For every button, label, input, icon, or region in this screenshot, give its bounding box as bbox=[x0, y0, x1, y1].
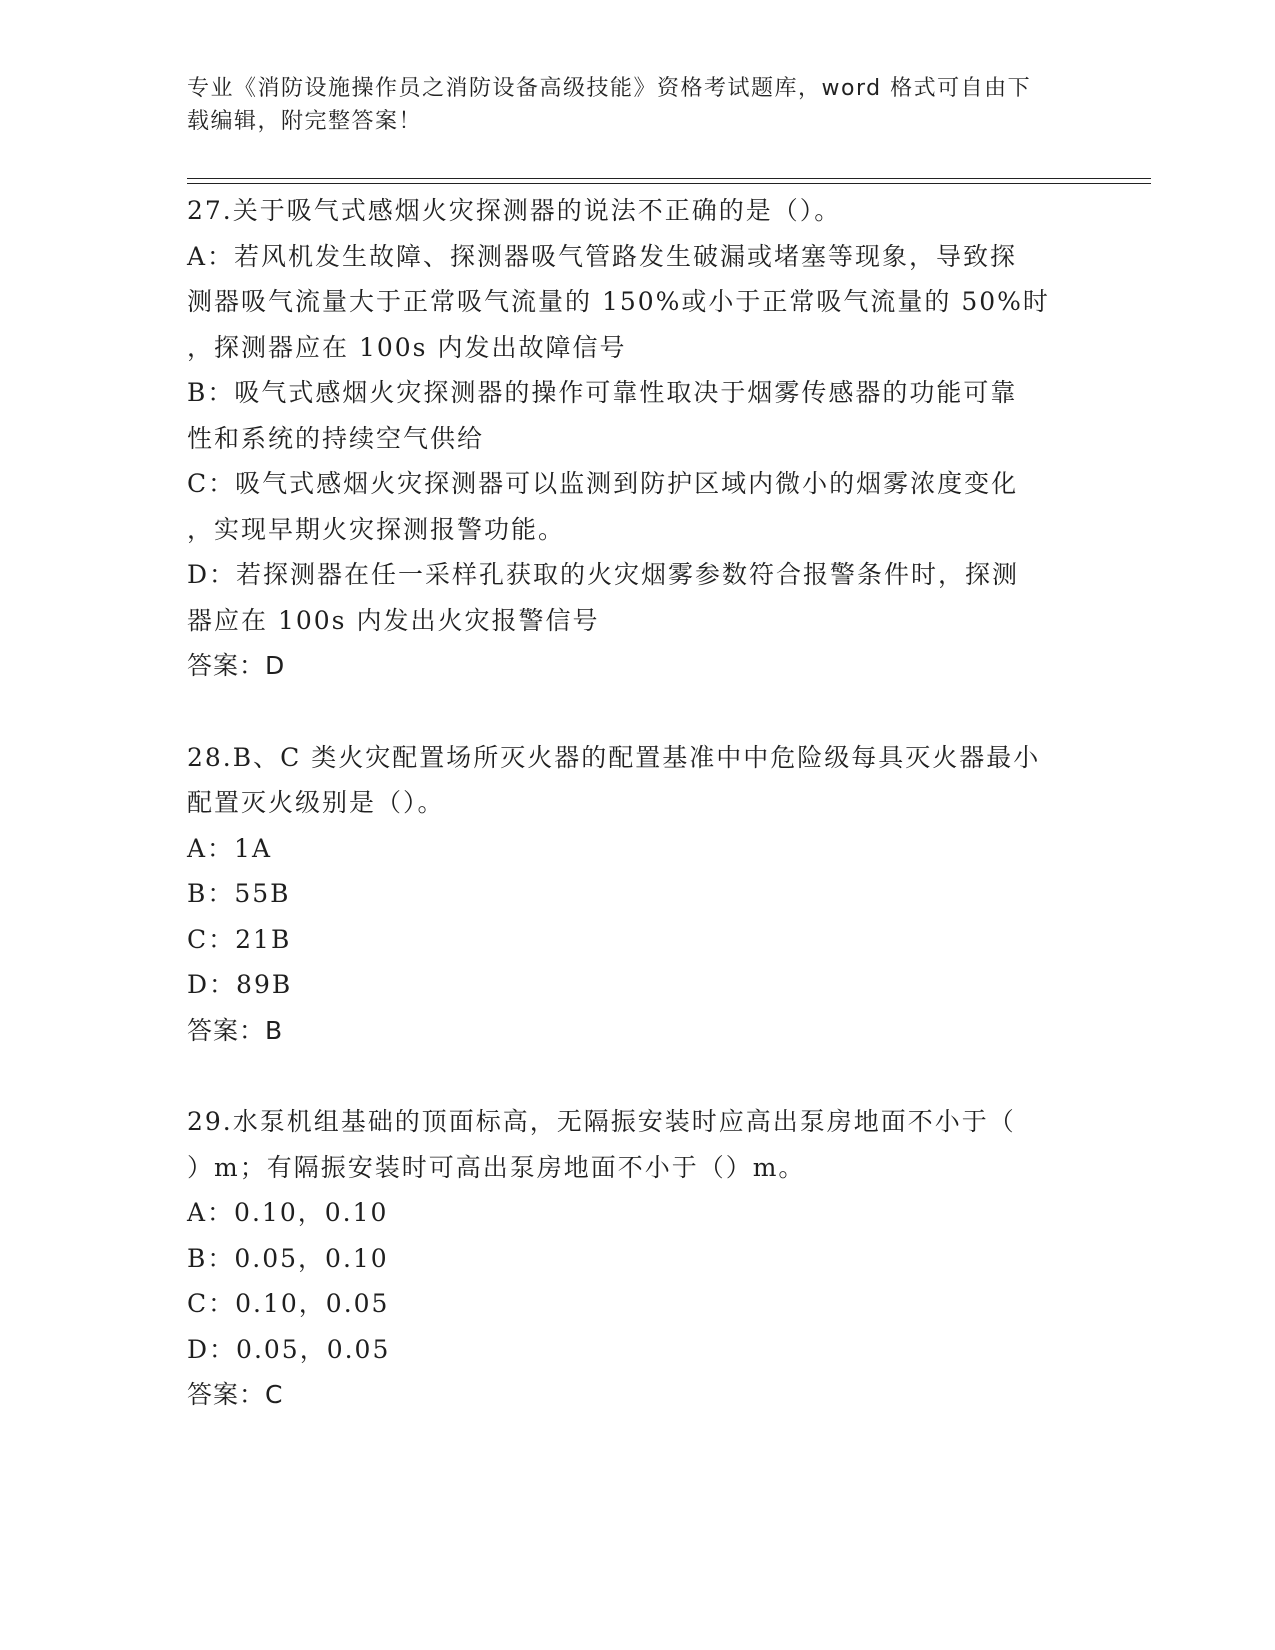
option-a: A：0.10，0.10 bbox=[187, 1198, 389, 1227]
header-line: 载编辑，附完整答案！ bbox=[187, 109, 423, 134]
option-a: A：若风机发生故障、探测器吸气管路发生破漏或堵塞等现象，导致探 bbox=[187, 241, 1018, 271]
header-divider-second bbox=[187, 183, 1151, 184]
option-b: B：55B bbox=[187, 879, 291, 908]
question-28 bbox=[187, 735, 1087, 1054]
option-b: B：0.05，0.10 bbox=[187, 1243, 389, 1273]
question-29 bbox=[187, 1099, 1087, 1418]
option-c: C：21B bbox=[187, 924, 292, 954]
option-b: B：吸气式感烟火灾探测器的操作可靠性取决于烟雾传感器的功能可靠 bbox=[187, 378, 1018, 407]
question-27 bbox=[187, 188, 1087, 689]
option-d: D：89B bbox=[187, 970, 293, 999]
option-a-continued: ，探测器应在 100s 内发出故障信号 bbox=[187, 332, 627, 362]
header-divider bbox=[187, 178, 1151, 179]
option-c-continued: ，实现早期火灾探测报警功能。 bbox=[187, 514, 566, 544]
option-c: C：吸气式感烟火灾探测器可以监测到防护区域内微小的烟雾浓度变化 bbox=[187, 469, 1019, 498]
option-d: D：0.05，0.05 bbox=[187, 1334, 391, 1364]
document-header bbox=[187, 72, 1067, 138]
option-d-continued: 器应在 100s 内发出火灾报警信号 bbox=[187, 605, 600, 635]
question-list bbox=[187, 188, 1087, 1464]
answer: 答案：D bbox=[187, 651, 286, 680]
option-a-continued: 测器吸气流量大于正常吸气流量的 150%或小于正常吸气流量的 50%时 bbox=[187, 287, 1050, 316]
question-stem: 27.关于吸气式感烟火灾探测器的说法不正确的是（）。 bbox=[187, 196, 842, 225]
answer: 答案：B bbox=[187, 1015, 284, 1045]
option-c: C：0.10，0.05 bbox=[187, 1289, 390, 1318]
question-stem-continued: ）m；有隔振安装时可高出泵房地面不小于（）m。 bbox=[187, 1152, 806, 1182]
question-stem: 29.水泵机组基础的顶面标高，无隔振安装时应高出泵房地面不小于（ bbox=[187, 1107, 1016, 1136]
option-b-continued: 性和系统的持续空气供给 bbox=[187, 423, 485, 453]
option-a: A：1A bbox=[187, 833, 273, 863]
option-d: D：若探测器在任一采样孔获取的火灾烟雾参数符合报警条件时，探测 bbox=[187, 560, 1020, 589]
answer: 答案：C bbox=[187, 1380, 284, 1409]
question-stem-continued: 配置灭火级别是（）。 bbox=[187, 788, 445, 817]
question-stem: 28.B、C 类火灾配置场所灭火器的配置基准中中危险级每具灭火器最小 bbox=[187, 742, 1041, 772]
header-line: 专业《消防设施操作员之消防设备高级技能》资格考试题库，word 格式可自由下 bbox=[187, 76, 1032, 101]
